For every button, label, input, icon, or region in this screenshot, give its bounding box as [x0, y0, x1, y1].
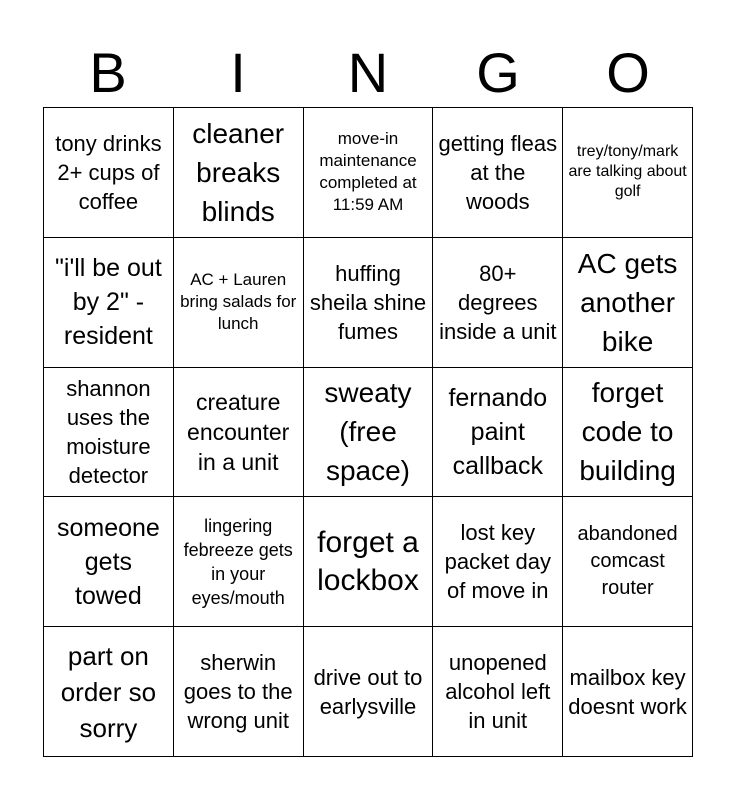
- header-letter-i: I: [230, 41, 246, 104]
- bingo-cell-r3c5[interactable]: [563, 368, 693, 498]
- bingo-cell-r4c2[interactable]: [174, 497, 304, 627]
- bingo-cell-r5c4[interactable]: [433, 627, 563, 757]
- bingo-cell-r4c3[interactable]: [304, 497, 434, 627]
- cell-text: someone gets towed: [56, 513, 160, 610]
- bingo-cell-r1c5[interactable]: [563, 108, 693, 238]
- bingo-cell-r5c5[interactable]: [563, 627, 693, 757]
- cell-text: fernando paint callback: [448, 383, 548, 480]
- bingo-cell-r1c4[interactable]: [433, 108, 563, 238]
- cell-text: drive out to earlysville: [313, 664, 423, 719]
- bingo-grid: [43, 107, 693, 757]
- bingo-cell-r3c3[interactable]: [304, 368, 434, 498]
- bingo-cell-r3c4[interactable]: [433, 368, 563, 498]
- bingo-cell-r1c2[interactable]: [174, 108, 304, 238]
- cell-text: sherwin goes to the wrong unit: [183, 650, 293, 734]
- header-letter-o: O: [606, 41, 650, 104]
- header-letter-n: N: [347, 41, 389, 104]
- cell-text: 80+ degrees inside a unit: [439, 260, 557, 344]
- bingo-header: [43, 40, 693, 106]
- cell-text: trey/tony/mark are talking about golf: [568, 143, 687, 201]
- cell-text: lingering febreeze gets in your eyes/mouth: [183, 515, 293, 608]
- cell-text: mailbox key doesnt work: [568, 664, 687, 719]
- header-letter-g: G: [476, 41, 520, 104]
- bingo-cell-r4c1[interactable]: [44, 497, 174, 627]
- cell-text: part on order so sorry: [60, 640, 157, 743]
- cell-text: tony drinks 2+ cups of coffee: [55, 130, 162, 214]
- bingo-cell-r4c5[interactable]: [563, 497, 693, 627]
- cell-text: huffing sheila shine fumes: [309, 260, 427, 344]
- cell-text: AC + Lauren bring salads for lunch: [180, 270, 297, 334]
- cell-text: cleaner breaks blinds: [192, 117, 285, 227]
- bingo-cell-r2c4[interactable]: [433, 238, 563, 368]
- cell-text: abandoned comcast router: [577, 523, 678, 600]
- bingo-cell-r1c3[interactable]: [304, 108, 434, 238]
- cell-text: sweaty (free space): [324, 377, 412, 487]
- cell-text: shannon uses the moisture detector: [66, 375, 151, 488]
- bingo-cell-r2c2[interactable]: [174, 238, 304, 368]
- cell-text: creature encounter in a unit: [187, 388, 290, 475]
- cell-text: getting fleas at the woods: [438, 130, 558, 214]
- bingo-cell-r2c3[interactable]: [304, 238, 434, 368]
- cell-text: AC gets another bike: [577, 247, 678, 357]
- header-letter-b: B: [89, 41, 127, 104]
- cell-text: move-in maintenance completed at 11:59 AM: [319, 129, 417, 215]
- cell-text: unopened alcohol left in unit: [445, 650, 551, 734]
- bingo-cell-r2c1[interactable]: [44, 238, 174, 368]
- cell-text: "i'll be out by 2" -resident: [55, 254, 162, 351]
- bingo-cell-r5c1[interactable]: [44, 627, 174, 757]
- bingo-cell-r3c2[interactable]: [174, 368, 304, 498]
- bingo-cell-r2c5[interactable]: [563, 238, 693, 368]
- bingo-cell-r1c1[interactable]: [44, 108, 174, 238]
- cell-text: lost key packet day of move in: [444, 520, 551, 604]
- cell-text: forget a lockbox: [317, 525, 419, 597]
- bingo-cell-r5c2[interactable]: [174, 627, 304, 757]
- cell-text: forget code to building: [579, 377, 676, 487]
- bingo-cell-r4c4[interactable]: [433, 497, 563, 627]
- bingo-cell-r3c1[interactable]: [44, 368, 174, 498]
- bingo-cell-r5c3[interactable]: [304, 627, 434, 757]
